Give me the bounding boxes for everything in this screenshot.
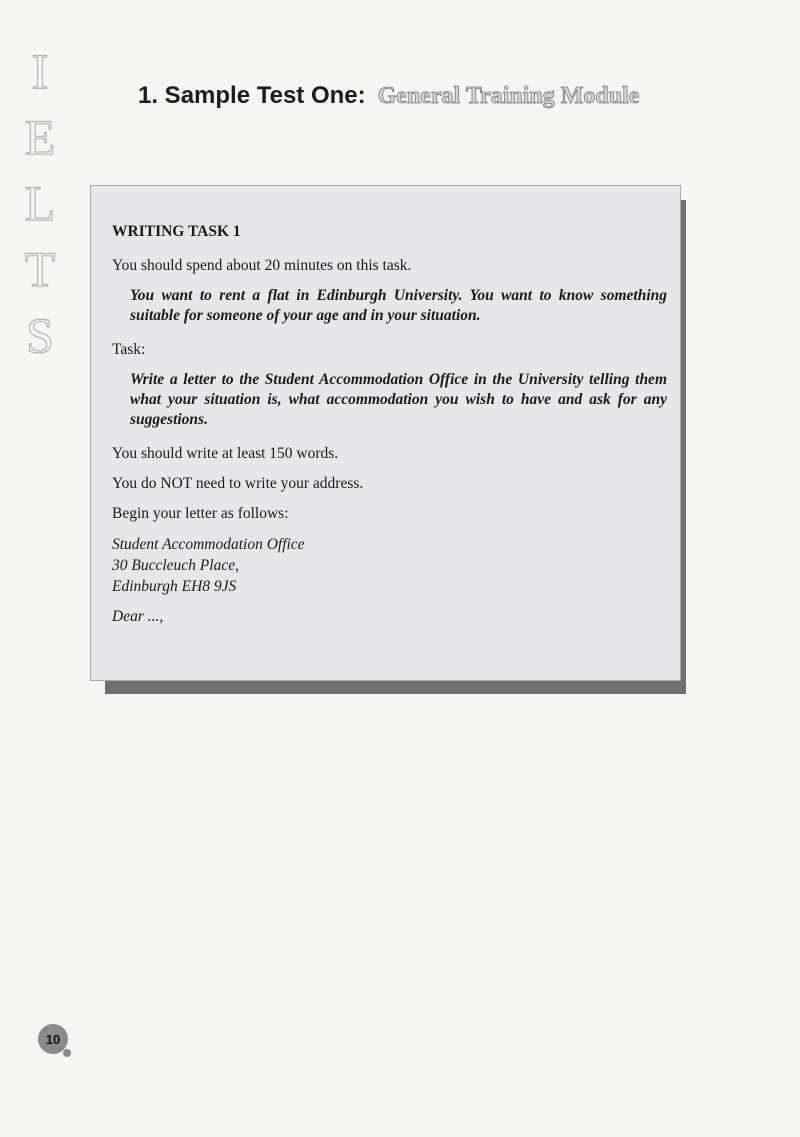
section-title: 1. Sample Test One:: [138, 82, 366, 109]
address-line: 30 Buccleuch Place,: [112, 557, 239, 574]
logo-letter-e: E: [24, 109, 56, 165]
ielts-side-logo: [14, 38, 66, 368]
task-content: [112, 222, 667, 637]
writing-task-box: [90, 185, 681, 681]
salutation: Dear ...,: [112, 608, 164, 625]
word-count-note: You should write at least 150 words.: [112, 445, 339, 462]
letter-address: [112, 534, 667, 597]
logo-letter-i: I: [31, 43, 49, 99]
instruction-text: Write a letter to the Student Accommodation Office in the University telling them what your situation is, what accommodation you wish to have and ask for any suggestions.: [130, 371, 667, 428]
module-name: General Training Module: [377, 83, 640, 109]
begin-note: Begin your letter as follows:: [112, 505, 289, 522]
page-heading: [138, 82, 639, 110]
scenario-text: You want to rent a flat in Edinburgh University. You want to know something suitable for someone of your age and in your situation.: [130, 287, 667, 324]
logo-letter-t: T: [24, 241, 56, 297]
address-note: You do NOT need to write your address.: [112, 475, 364, 492]
page-number: 10: [45, 1031, 61, 1047]
logo-letter-s: S: [26, 307, 54, 363]
address-line: Edinburgh EH8 9JS: [112, 578, 237, 595]
task-label: Task:: [112, 341, 146, 358]
task-title: WRITING TASK 1: [112, 223, 241, 240]
logo-letter-l: L: [24, 175, 56, 231]
page-number-badge: [38, 1024, 68, 1054]
time-note: You should spend about 20 minutes on this task.: [112, 257, 412, 274]
address-line: Student Accommodation Office: [112, 536, 305, 553]
